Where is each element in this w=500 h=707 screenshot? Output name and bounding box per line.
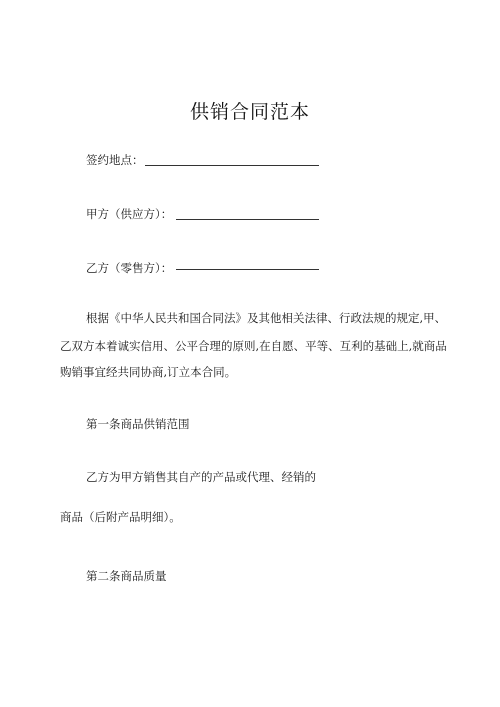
article-1-heading: 第一条商品供销范围 xyxy=(86,417,190,431)
sign-place-blank[interactable] xyxy=(145,165,319,166)
party-b-label: 乙方（零售方）： xyxy=(86,261,173,275)
article-2-heading: 第二条商品质量 xyxy=(86,569,167,583)
party-b-blank[interactable] xyxy=(176,269,319,270)
party-a-blank[interactable] xyxy=(176,219,319,220)
party-a-label: 甲方（供应方）： xyxy=(86,207,173,221)
article-1-line-1: 乙方为甲方销售其自产的产品或代理、经销的 xyxy=(86,470,316,484)
document-title: 供销合同范本 xyxy=(189,101,310,123)
preamble-line-3: 购销事宜经共同协商,订立本合同。 xyxy=(60,365,237,379)
article-1-line-2: 商品（后附产品明细）。 xyxy=(60,510,181,524)
sign-place-label: 签约地点： xyxy=(86,153,144,167)
preamble-line-1: 根据《中华人民共和国合同法》及其他相关法律、行政法规的规定,甲、 xyxy=(86,311,447,325)
preamble-line-2: 乙双方本着诚实信用、公平合理的原则,在自愿、平等、互利的基础上,就商品 xyxy=(60,339,447,353)
